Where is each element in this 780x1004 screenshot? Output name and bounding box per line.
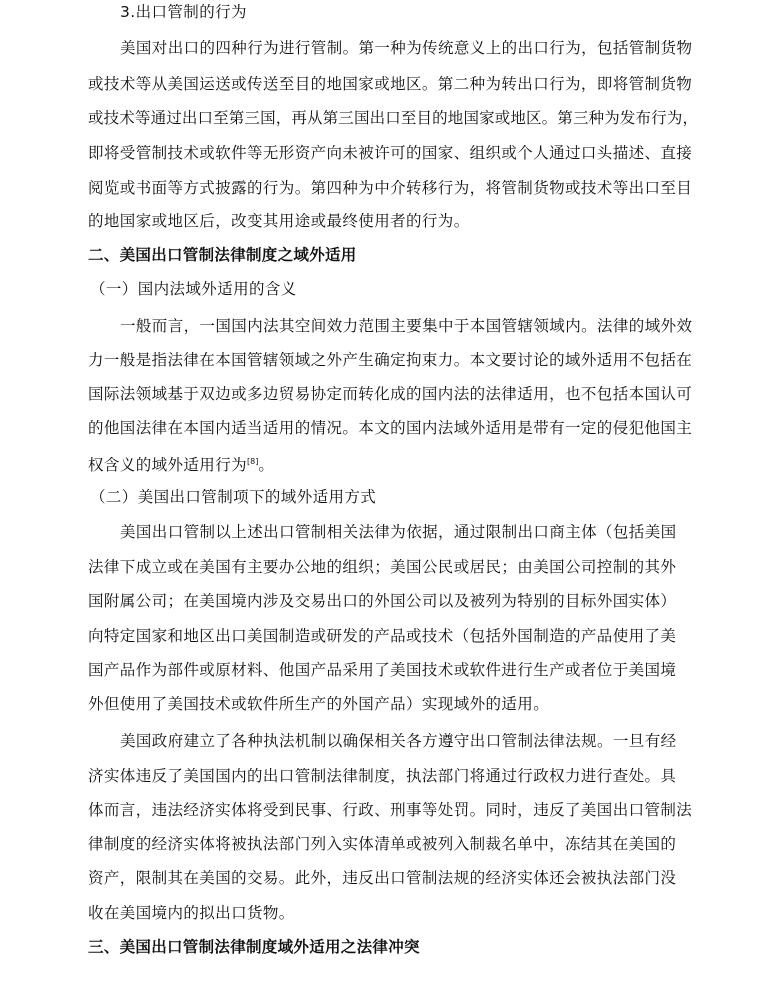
paragraph-text: 权含义的域外适用行为 <box>88 456 248 474</box>
paragraph-line: 美国政府建立了各种执法机制以确保相关各方遵守出口管制法律法规。一旦有经 <box>120 732 677 750</box>
paragraph-line: 或技术等从美国运送或传送至目的地国家或地区。第二种为转出口行为，即将管制货物 <box>88 75 693 93</box>
subsection-heading-domestic-law-meaning: （一）国内法域外适用的含义 <box>90 280 297 298</box>
paragraph-line: 或技术等通过出口至第三国，再从第三国出口至目的地国家或地区。第三种为发布行为， <box>88 109 699 127</box>
paragraph-text-end: 。 <box>258 456 275 474</box>
paragraph-line: 的地国家或地区后，改变其用途或最终使用者的行为。 <box>88 212 470 230</box>
paragraph-line: 一般而言，一国国内法其空间效力范围主要集中于本国管辖领域内。法律的域外效 <box>120 317 693 335</box>
paragraph-line: 力一般是指法律在本国管辖领域之外产生确定拘束力。本文要讨论的域外适用不包括在 <box>88 351 693 369</box>
paragraph-line: 体而言，违法经济实体将受到民事、行政、刑事等处罚。同时，违反了美国出口管制法 <box>88 801 693 819</box>
paragraph-line: 国际法领域基于双边或多边贸易协定而转化成的国内法的法律适用，也不包括本国认可 <box>88 385 693 403</box>
citation-reference: [8] <box>247 457 259 466</box>
paragraph-line: 美国出口管制以上述出口管制相关法律为依据，通过限制出口商主体（包括美国 <box>120 523 677 541</box>
paragraph-line: 美国对出口的四种行为进行管制。第一种为传统意义上的出口行为，包括管制货物 <box>120 39 693 57</box>
paragraph-line: 阅览或书面等方式披露的行为。第四种为中介转移行为，将管制货物或技术等出口至目 <box>88 179 693 197</box>
section-heading-legal-conflicts: 三、美国出口管制法律制度域外适用之法律冲突 <box>88 938 420 956</box>
section-subheading-export-control-acts: 3.出口管制的行为 <box>120 3 247 21</box>
paragraph-line: 向特定国家和地区出口美国制造或研发的产品或技术（包括外国制造的产品使用了美 <box>88 627 677 645</box>
section-heading-extraterritorial-application: 二、美国出口管制法律制度之域外适用 <box>88 246 357 264</box>
paragraph-line-with-citation <box>88 452 274 475</box>
paragraph-line: 资产，限制其在美国的交易。此外，违反出口管制法规的经济实体还会被执法部门没 <box>88 869 677 887</box>
paragraph-line: 济实体违反了美国国内的出口管制法律制度，执法部门将通过行政权力进行查处。具 <box>88 767 677 785</box>
paragraph-line: 法律下成立或在美国有主要办公地的组织；美国公民或居民；由美国公司控制的其外 <box>88 558 677 576</box>
paragraph-line: 收在美国境内的拟出口货物。 <box>88 904 295 922</box>
paragraph-line: 外但使用了美国技术或软件所生产的外国产品）实现域外的适用。 <box>88 695 550 713</box>
paragraph-line: 国产品作为部件或原材料、他国产品采用了美国技术或软件进行生产或者位于美国境 <box>88 661 677 679</box>
subsection-heading-application-modes: （二）美国出口管制项下的域外适用方式 <box>90 488 377 506</box>
paragraph-line: 律制度的经济实体将被执法部门列入实体清单或被列入制裁名单中，冻结其在美国的 <box>88 835 677 853</box>
paragraph-line: 国附属公司；在美国境内涉及交易出口的外国公司以及被列为特别的目标外国实体） <box>88 592 677 610</box>
paragraph-line: 的他国法律在本国内适当适用的情况。本文的国内法域外适用是带有一定的侵犯他国主 <box>88 419 693 437</box>
paragraph-line: 即将受管制技术或软件等无形资产向未被许可的国家、组织或个人通过口头描述、直接 <box>88 144 693 162</box>
